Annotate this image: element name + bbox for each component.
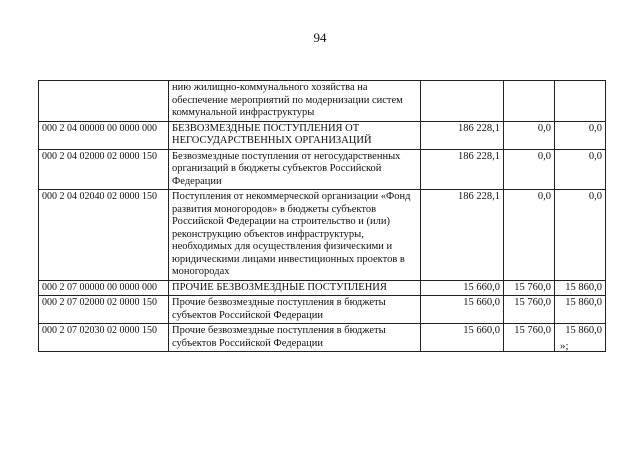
row-name: БЕЗВОЗМЕЗДНЫЕ ПОСТУПЛЕНИЯ ОТ НЕГОСУДАРСТВЕННЫХ ОРГАНИЗАЦИЙ — [169, 121, 421, 149]
row-code: 000 2 07 02000 02 0000 150 — [39, 296, 169, 324]
row-code: 000 2 04 00000 00 0000 000 — [39, 121, 169, 149]
row-code: 000 2 07 00000 00 0000 000 — [39, 280, 169, 296]
row-value-3: 15 860,0 — [555, 280, 606, 296]
row-name: ПРОЧИЕ БЕЗВОЗМЕЗДНЫЕ ПОСТУПЛЕНИЯ — [169, 280, 421, 296]
table-row — [39, 280, 606, 296]
page-number: 94 — [313, 30, 327, 45]
row-code: 000 2 07 02030 02 0000 150 — [39, 324, 169, 352]
row-name: Безвозмездные поступления от негосударственных организаций в бюджеты субъектов Российской Федерации — [169, 149, 421, 190]
table-row — [39, 149, 606, 190]
row-code: 000 2 04 02040 02 0000 150 — [39, 190, 169, 281]
row-value-2 — [504, 81, 555, 122]
row-value-3: 15 860,0 — [555, 296, 606, 324]
row-name: Поступления от некоммерческой организации «Фонд развития моногородов» в бюджеты субъектов Российской Федерации на строительство и (или) реконструкцию объектов инфраструктуры, необходимых для осуществления физическими и юридическими лицами инвестиционных проектов в моногородах — [169, 190, 421, 281]
table-row — [39, 121, 606, 149]
row-value-1: 15 660,0 — [421, 280, 504, 296]
closing-quote-mark: »; — [560, 340, 569, 352]
row-value-1: 15 660,0 — [421, 324, 504, 352]
row-name: нию жилищно-коммунального хозяйства на обеспечение мероприятий по модернизации систем коммунальной инфраструктуры — [169, 81, 421, 122]
row-value-1: 186 228,1 — [421, 121, 504, 149]
row-value-2: 15 760,0 — [504, 296, 555, 324]
row-value-2: 15 760,0 — [504, 280, 555, 296]
row-name: Прочие безвозмездные поступления в бюджеты субъектов Российской Федерации — [169, 324, 421, 352]
row-value-3: 0,0 — [555, 149, 606, 190]
table-row — [39, 81, 606, 122]
row-value-1: 186 228,1 — [421, 190, 504, 281]
row-value-3 — [555, 81, 606, 122]
row-value-3: 0,0 — [555, 190, 606, 281]
row-value-2: 0,0 — [504, 190, 555, 281]
row-value-2: 15 760,0 — [504, 324, 555, 352]
row-value-3: 15 860,0 — [555, 324, 606, 352]
row-name: Прочие безвозмездные поступления в бюджеты субъектов Российской Федерации — [169, 296, 421, 324]
row-value-2: 0,0 — [504, 149, 555, 190]
row-value-1: 186 228,1 — [421, 149, 504, 190]
row-code: 000 2 04 02000 02 0000 150 — [39, 149, 169, 190]
table-row — [39, 324, 606, 352]
row-value-1 — [421, 81, 504, 122]
table-row — [39, 296, 606, 324]
row-value-1: 15 660,0 — [421, 296, 504, 324]
row-value-2: 0,0 — [504, 121, 555, 149]
row-value-3: 0,0 — [555, 121, 606, 149]
row-code — [39, 81, 169, 122]
revenue-table — [38, 80, 606, 352]
table-row — [39, 190, 606, 281]
